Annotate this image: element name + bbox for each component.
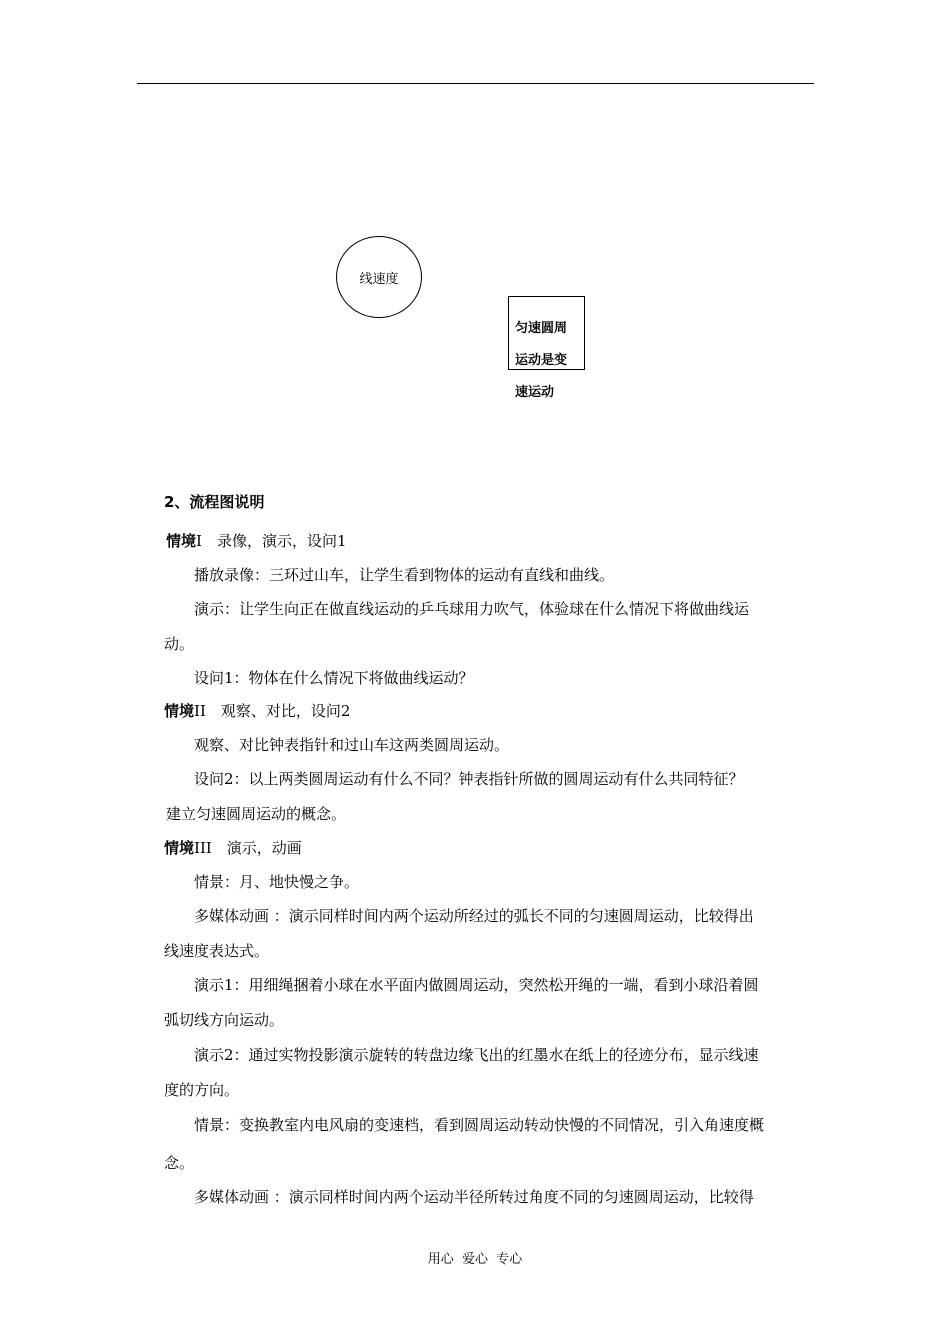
- scene-3-label: 情境: [164, 839, 195, 857]
- paragraph: 线速度表达式。: [164, 942, 270, 960]
- page-footer: 用心 爱心 专心: [427, 1252, 523, 1267]
- paragraph: 情景：月、地快慢之争。: [194, 873, 360, 891]
- scene-2-title: II 观察、对比，设问2: [194, 702, 351, 720]
- scene-1-heading: [166, 531, 347, 551]
- scene-1-title: I 录像，演示，设问1: [196, 532, 347, 550]
- paragraph: 演示：让学生向正在做直线运动的乒乓球用力吹气，体验球在什么情况下将做曲线运: [194, 600, 750, 618]
- paragraph: 度的方向。: [164, 1081, 240, 1099]
- paragraph: 设问2：以上两类圆周运动有什么不同？钟表指针所做的圆周运动有什么共同特征？: [194, 770, 744, 788]
- paragraph: 多媒体动画 ：演示同样时间内两个运动所经过的弧长不同的匀速圆周运动，比较得出: [194, 907, 754, 925]
- scene-2-heading: [164, 701, 350, 721]
- paragraph: 情景：变换教室内电风扇的变速档，看到圆周运动转动快慢的不同情况，引入角速度概: [194, 1116, 765, 1134]
- scene-3-heading: [164, 838, 302, 858]
- box-line-2: 运动是变: [515, 353, 568, 368]
- paragraph: 播放录像：三环过山车，让学生看到物体的运动有直线和曲线。: [194, 566, 615, 584]
- paragraph: 设问1：物体在什么情况下将做曲线运动？: [194, 669, 474, 687]
- section-title: 2、流程图说明: [164, 493, 265, 511]
- paragraph: 观察、对比钟表指针和过山车这两类圆周运动。: [194, 736, 510, 754]
- box-text: [515, 313, 605, 409]
- paragraph: 弧切线方向运动。: [164, 1011, 285, 1029]
- circle-label: 线速度: [359, 271, 399, 287]
- header-rule: [137, 83, 814, 84]
- paragraph: 动。: [164, 635, 195, 653]
- diagram-circle: [336, 236, 422, 318]
- paragraph: 建立匀速圆周运动的概念。: [166, 805, 347, 823]
- paragraph: 演示2：通过实物投影演示旋转的转盘边缘飞出的红墨水在纸上的径迹分布，显示线速: [194, 1046, 759, 1064]
- paragraph: 念。: [164, 1154, 195, 1172]
- scene-2-label: 情境: [164, 702, 195, 720]
- scene-3-title: III 演示，动画: [194, 839, 302, 857]
- paragraph: 多媒体动画 ：演示同样时间内两个运动半径所转过角度不同的匀速圆周运动，比较得: [194, 1188, 754, 1206]
- box-line-1: 匀速圆周: [515, 321, 568, 336]
- box-line-3: 速运动: [515, 385, 555, 400]
- paragraph: 演示1：用细绳捆着小球在水平面内做圆周运动，突然松开绳的一端，看到小球沿着圆: [194, 976, 759, 994]
- scene-1-label: 情境: [166, 532, 197, 550]
